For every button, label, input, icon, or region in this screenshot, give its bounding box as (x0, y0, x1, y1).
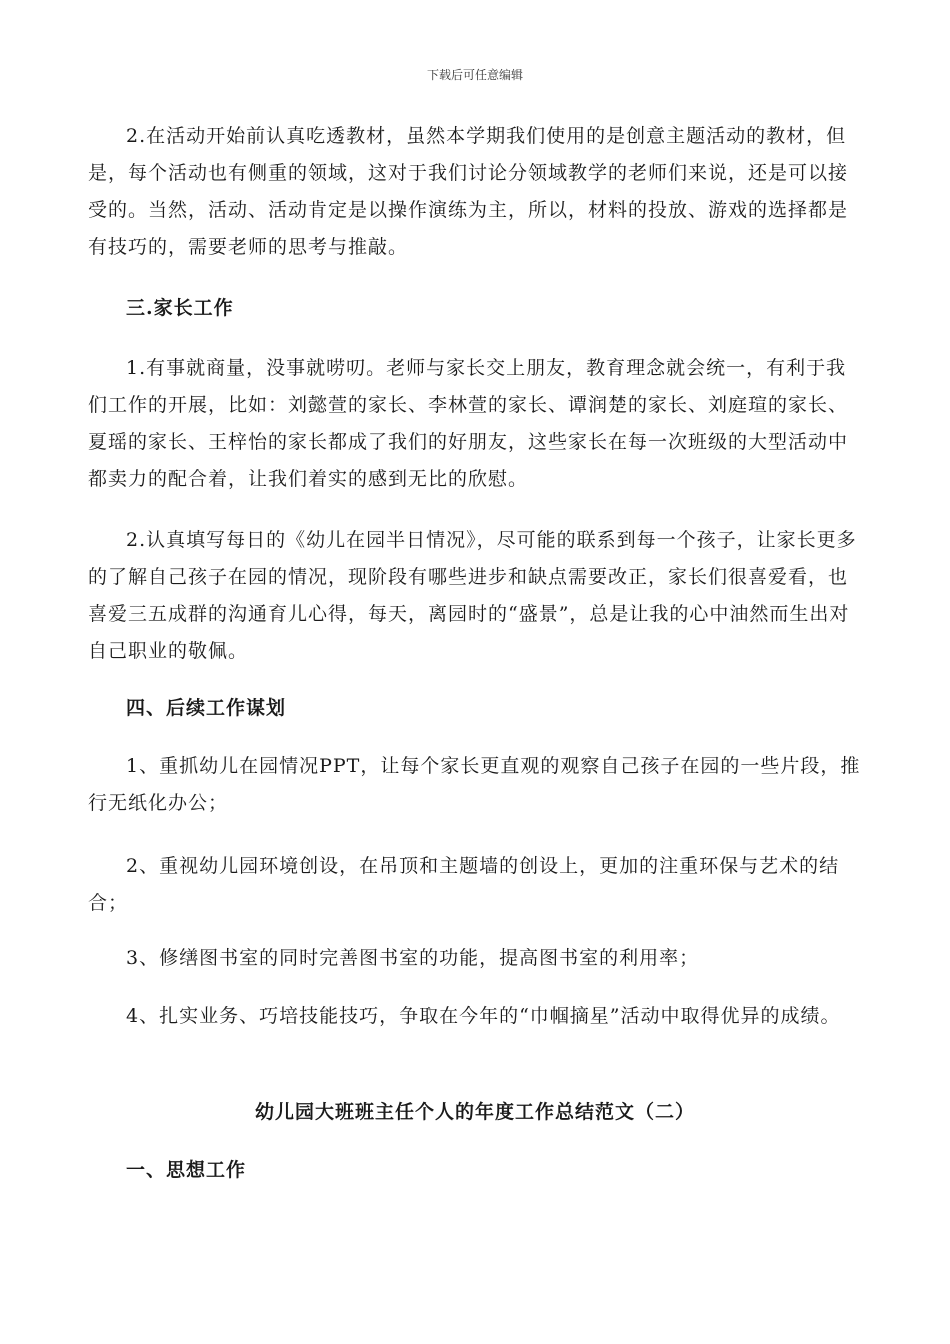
plan-item-1: 1、重抓幼儿在园情况PPT，让每个家长更直观的观察自己孩子在园的一些片段，推行无纸化办公； (88, 755, 861, 814)
heading-thought-work: 一、思想工作 (126, 1159, 247, 1181)
paragraph-teaching-materials: 2.在活动开始前认真吃透教材，虽然本学期我们使用的是创意主题活动的教材，但是，每个活动也有侧重的领域，这对于我们讨论分领域教学的老师们来说，还是可以接受的。当然，活动、活动肯定是以操作演练为主，所以，材料的投放、游戏的选择都是有技巧的，需要老师的思考与推敲。 (88, 125, 849, 258)
section-title: 幼儿园大班班主任个人的年度工作总结范文（二） (254, 1101, 695, 1123)
page-header: 下载后可任意编辑 (426, 68, 523, 82)
plan-item-2: 2、重视幼儿园环境创设，在吊顶和主题墙的创设上，更加的注重环保与艺术的结合； (88, 855, 840, 914)
paragraph-parents-communication: 1.有事就商量，没事就唠叨。老师与家长交上朋友，教育理念就会统一，有利于我们工作的开展，比如：刘懿萱的家长、李林萱的家长、谭润楚的家长、刘庭瑄的家长、夏瑶的家长、王梓怡的家长都成了我们的好朋友，这些家长在每一次班级的大型活动中都卖力的配合着，让我们着实的感到无比的欣慰。 (88, 357, 849, 490)
heading-parents-work: 三.家长工作 (126, 297, 234, 319)
plan-item-3: 3、修缮图书室的同时完善图书室的功能，提高图书室的利用率； (126, 947, 700, 969)
paragraph-daily-report: 2.认真填写每日的《幼儿在园半日情况》，尽可能的联系到每一个孩子，让家长更多的了解自己孩子在园的情况，现阶段有哪些进步和缺点需要改正，家长们很喜爱看，也喜爱三五成群的沟通育儿心得，每天，离园时的“盛景”，总是让我的心中油然而生出对自己职业的敬佩。 (88, 529, 857, 662)
heading-followup-plan: 四、后续工作谋划 (126, 697, 287, 719)
plan-item-4: 4、扎实业务、巧培技能技巧，争取在今年的“巾帼摘星”活动中取得优异的成绩。 (126, 1005, 841, 1027)
